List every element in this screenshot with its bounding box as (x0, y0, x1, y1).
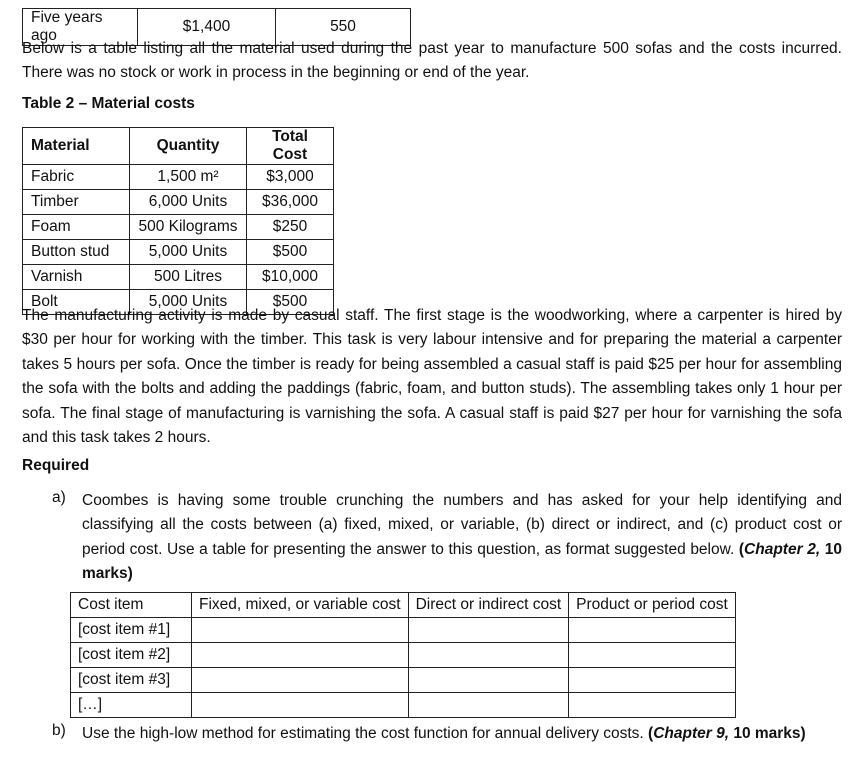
material-row (23, 165, 334, 190)
material-cell: Bolt (23, 290, 130, 315)
material-cell: Button stud (23, 240, 130, 265)
cost-item-cell: [cost item #3] (71, 668, 192, 693)
answer-row (71, 693, 736, 718)
header-material: Material (23, 128, 130, 165)
material-table-header (23, 128, 334, 165)
answer-row (71, 618, 736, 643)
question-b-body: Use the high-low method for estimating the cost function for annual delivery costs. (82, 725, 644, 742)
total-cost-cell: $500 (247, 290, 334, 315)
quantity-cell: 5,000 Units (130, 290, 247, 315)
manufacturing-paragraph: The manufacturing activity is made by casual staff. The first stage is the woodworking, where a carpenter is hired by $30 per hour for working with the timber. This task is very labour intensive and for preparing the material a carpenter takes 5 hours per sofa. Once the timber is ready for being assembled a casual staff is paid $25 per hour for assembling the sofa with the bolts and adding the paddings (fabric, foam, and button studs). The assembling takes only 1 hour per sofa. The final stage of manufacturing is varnishing the sofa. A casual staff is paid $27 per hour for varnishing the sofa and this task takes 2 hours. (22, 307, 842, 447)
header-direct-indirect: Direct or indirect cost (408, 593, 569, 618)
row-value: 550 (276, 9, 411, 46)
intro-paragraph: Below is a table listing all the material used during the past year to manufacture 500 sofas and the costs incurred. There was no stock or work in process in the beginning or end of the year. (22, 40, 842, 82)
question-b-marks: (Chapter 9, 10 marks) (643, 725, 806, 742)
header-cost-item: Cost item (71, 593, 192, 618)
question-b-label: b) (52, 722, 66, 739)
question-a-body: Coombes is having some trouble crunching the numbers and has asked for your help identifying and classifying all the costs between (a) fixed, mixed, or variable, (b) direct or indirect, and (c) product cost or period cost. Use a table for presenting the answer to this question, as format suggested below. (82, 492, 842, 558)
quantity-cell: 5,000 Units (130, 240, 247, 265)
answer-format-table (70, 592, 736, 718)
cost-item-cell: [cost item #1] (71, 618, 192, 643)
material-row (23, 240, 334, 265)
answer-row (71, 668, 736, 693)
empty-answer-cell (408, 668, 569, 693)
total-cost-cell: $500 (247, 240, 334, 265)
header-product-period: Product or period cost (569, 593, 736, 618)
total-cost-cell: $36,000 (247, 190, 334, 215)
total-cost-cell: $3,000 (247, 165, 334, 190)
header-total-cost: Total Cost (247, 128, 334, 165)
total-cost-cell: $250 (247, 215, 334, 240)
empty-answer-cell (408, 618, 569, 643)
empty-answer-cell (569, 693, 736, 718)
question-a-label: a) (52, 489, 66, 506)
empty-answer-cell (192, 693, 409, 718)
empty-answer-cell (192, 618, 409, 643)
header-quantity: Quantity (130, 128, 247, 165)
quantity-cell: 500 Litres (130, 265, 247, 290)
material-cell: Foam (23, 215, 130, 240)
material-costs-table (22, 127, 334, 315)
empty-answer-cell (569, 618, 736, 643)
quantity-cell: 500 Kilograms (130, 215, 247, 240)
quantity-cell: 6,000 Units (130, 190, 247, 215)
total-cost-cell: $10,000 (247, 265, 334, 290)
row-amount: $1,400 (138, 9, 276, 46)
row-label: Five years ago (23, 9, 138, 46)
empty-answer-cell (569, 643, 736, 668)
cost-item-cell: [cost item #2] (71, 643, 192, 668)
answer-row (71, 643, 736, 668)
cost-item-cell: […] (71, 693, 192, 718)
material-cell: Fabric (23, 165, 130, 190)
empty-answer-cell (569, 668, 736, 693)
empty-answer-cell (192, 668, 409, 693)
material-row (23, 190, 334, 215)
question-a-marks: (Chapter 2, 10 marks) (82, 540, 842, 583)
material-row (23, 215, 334, 240)
material-cell: Varnish (23, 265, 130, 290)
material-row (23, 265, 334, 290)
empty-answer-cell (408, 643, 569, 668)
question-b-text (82, 722, 842, 746)
empty-answer-cell (192, 643, 409, 668)
question-a-text (82, 489, 842, 587)
empty-answer-cell (408, 693, 569, 718)
quantity-cell: 1,500 m² (130, 165, 247, 190)
table-2-title: Table 2 – Material costs (22, 95, 195, 112)
answer-table-header (71, 593, 736, 618)
material-cell: Timber (23, 190, 130, 215)
header-fixed-mixed-variable: Fixed, mixed, or variable cost (192, 593, 409, 618)
required-heading: Required (22, 457, 90, 474)
